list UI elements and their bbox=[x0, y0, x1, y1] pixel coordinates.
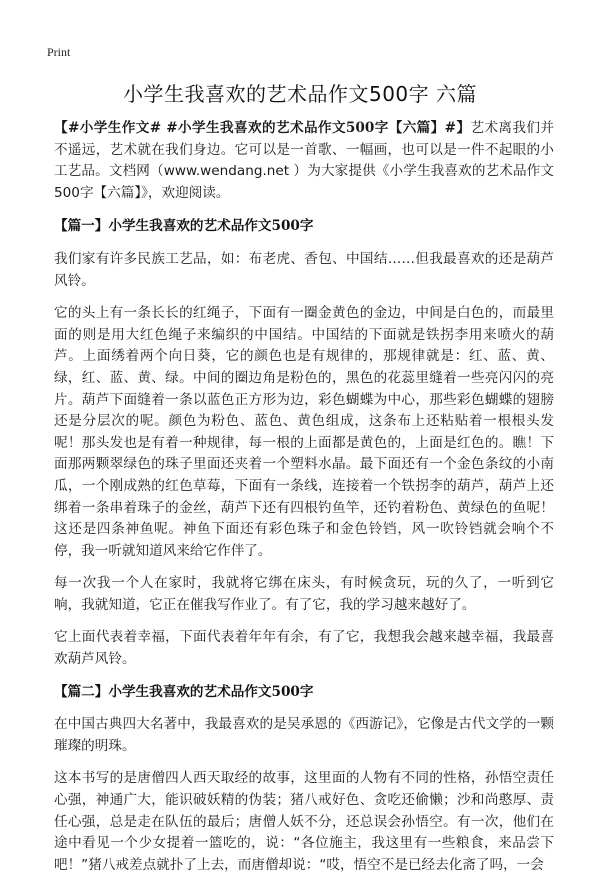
paragraph: 这本书写的是唐僧四人西天取经的故事，这里面的人物有不同的性格，孙悟空责任心强，神通广大，能识破妖精的伪装；猪八戒好色、贪吃还偷懒；沙和尚憨厚、责任心强，总是走在队伍的最后；唐僧人妖不分，还总误会孙悟空。有一次，他们在途中看见一个少女提着一篮吃的，说：“各位施主，我这里有一些粮食，来品尝下吧！”猪八戒差点就扑了上去，而唐僧却说：“哎，悟空不是已经去化斋了吗，一会 bbox=[54, 770, 554, 873]
paragraph: 我们家有许多民族工艺品，如：布老虎、香包、中国结……但我最喜欢的还是葫芦风铃。 bbox=[54, 250, 554, 289]
paragraph: 每一次我一个人在家时，我就将它绑在床头，有时候贪玩，玩的久了，一听到它响，我就知道，它正在催我写作业了。有了它，我的学习越来越好了。 bbox=[54, 575, 554, 613]
page-title: 小学生我喜欢的艺术品作文500字 六篇 bbox=[122, 82, 478, 106]
section-heading: 【篇二】小学生我喜欢的艺术品作文500字 bbox=[54, 683, 314, 700]
intro-bold-lead: 【#小学生作文# #小学生我喜欢的艺术品作文500字【六篇】#】 bbox=[54, 120, 471, 136]
section-2 bbox=[54, 682, 554, 877]
paragraph: 它上面代表着幸福，下面代表着年年有余，有了它，我想我会越来越幸福，我最喜欢葫芦风铃。 bbox=[54, 629, 554, 668]
document-body bbox=[54, 118, 554, 887]
section-heading: 【篇一】小学生我喜欢的艺术品作文500字 bbox=[54, 218, 314, 235]
section-1 bbox=[54, 216, 554, 670]
intro-paragraph bbox=[54, 118, 554, 204]
intro-text: 艺术离我们并不遥远，艺术就在我们身边。它可以是一首歌、一幅画，也可以是一件不起眼的小工艺品。文档网（www.wendang.net ）为大家提供《小学生我喜欢的艺术品作文500字【六篇】》，欢迎阅读。 bbox=[54, 120, 555, 201]
paragraph: 它的头上有一条长长的红绳子，下面有一圈金黄色的金边，中间是白色的，而最里面的则是用大红色绳子来编织的中国结。中国结的下面就是铁拐李用来喷火的葫芦。上面绣着两个向日葵，它的颜色也是有规律的，那规律就是：红、蓝、黄、绿，红、蓝、黄、绿。中间的圈边角是粉色的，黑色的花蕊里缝着一些亮闪闪的亮片。葫芦下面缝着一条以蓝色正方形为边，彩色蝴蝶为中心，那些彩色蝴蝶的翅膀还是分层次的呢。颜色为粉色、蓝色、黄色组成，这条布上还粘贴着一根根头发呢！那头发也是有着一种规律，每一根的上面都是黄色的，上面是红色的。瞧！下面那两颗翠绿色的珠子里面还夹着一个塑料水晶。最下面还有一个金色条纹的小南瓜，一个刚成熟的红色草莓，下面有一条线，连接着一个铁拐李的葫芦，葫芦上还绑着一条串着珠子的金丝，葫芦下还有四根钓鱼竿，还钓着粉色、黄绿色的鱼呢！这还是四条神鱼呢。神鱼下面还有彩色珠子和金色铃铛，风一吹铃铛就会响个不停，我一听就知道风来给它作伴了。 bbox=[54, 305, 554, 559]
print-label: Print bbox=[47, 45, 71, 59]
paragraph: 在中国古典四大名著中，我最喜欢的是吴承恩的《西游记》，它像是古代文学的一颗璀璨的明珠。 bbox=[54, 716, 554, 754]
